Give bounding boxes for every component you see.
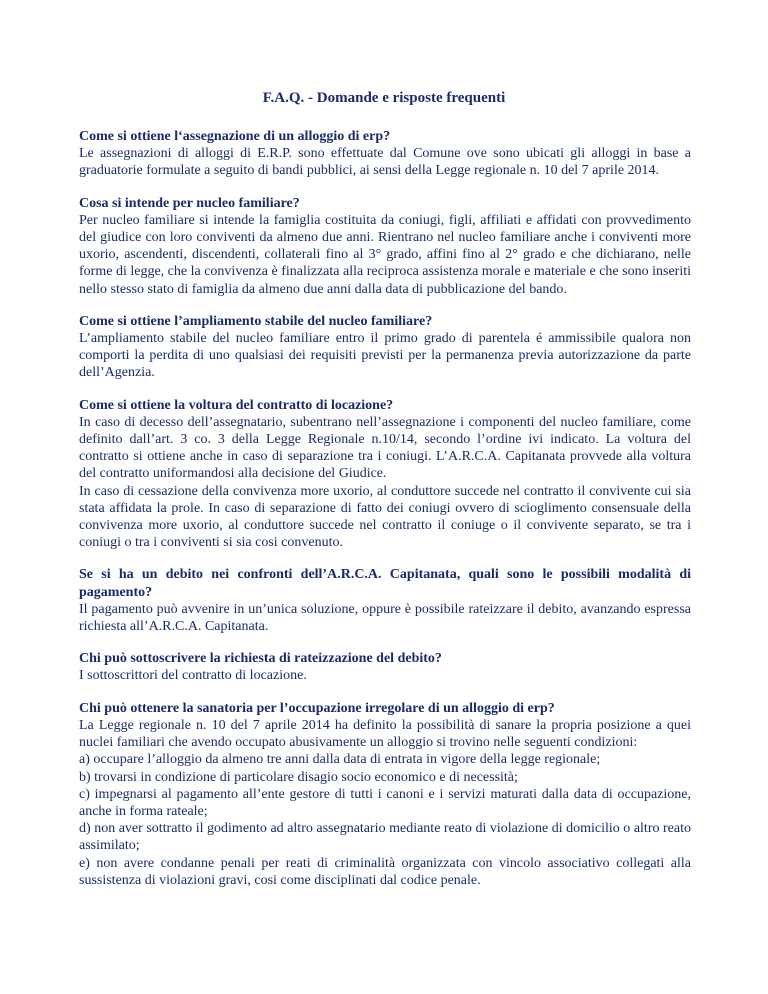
page-title: F.A.Q. - Domande e risposte frequenti [262, 90, 506, 106]
faq-item [79, 128, 691, 180]
faq-question: Come si ottiene l’ampliamento stabile del nucleo familiare? [79, 313, 433, 329]
faq-list-item: b) trovarsi in condizione di particolare disagio socio economico e di necessità; [79, 769, 518, 785]
faq-item [79, 397, 691, 552]
faq-answer: I sottoscrittori del contratto di locazione. [79, 668, 307, 684]
faq-question: Se si ha un debito nei confronti dell’A.R.C.A. Capitanata, quali sono le possibili modalità di pagamento? [79, 567, 691, 600]
faq-question: Come si ottiene l‘assegnazione di un alloggio di erp? [79, 129, 391, 144]
faq-item [79, 700, 691, 889]
faq-answer: L’ampliamento stabile del nucleo familiare entro il primo grado di parentela é ammissibile qualora non comporti la perdita di uno qualsiasi dei requisiti previsti per la permanenza previa autorizzazione da parte dell’Agenzia. [79, 331, 691, 381]
faq-answer: In caso di cessazione della convivenza more uxorio, al conduttore succede nel contratto il convivente cui sia stata affidata la prole. In caso di separazione di fatto dei coniugi ovvero di scioglimento consensuale della convivenza more uxorio, al conduttore succede nel contratto il coniuge o il convivente separato, se tra i coniugi o tra i conviventi si sia cosi convenuto. [79, 483, 691, 551]
faq-list-item: e) non avere condanne penali per reati di criminalità organizzata con vincolo associativo collegati alla sussistenza di violazioni gravi, cosi come disciplinati dal codice penale. [79, 855, 691, 888]
faq-list-item: d) non aver sottratto il godimento ad altro assegnatario mediante reato di violazione di domicilio o altro reato assimilato; [79, 821, 691, 854]
faq-answer: Le assegnazioni di alloggi di E.R.P. sono effettuate dal Comune ove sono ubicati gli alloggi in base a graduatorie formulate a seguito di bandi pubblici, ai sensi della Legge regionale n. 10 del 7 aprile 2014. [79, 146, 691, 179]
faq-list-item: a) occupare l’alloggio da almeno tre anni dalla data di entrata in vigore della legge regionale; [79, 752, 601, 768]
faq-item [79, 313, 691, 382]
faq-question: Come si ottiene la voltura del contratto di locazione? [79, 397, 394, 413]
faq-answer: In caso di decesso dell’assegnatario, subentrano nell’assegnazione i componenti del nucleo familiare, come definito dall’art. 3 co. 3 della Legge Regionale n.10/14, secondo l’ordine ivi indicato. La voltura del contratto si ottiene anche in caso di separazione tra i coniugi. L’A.R.C.A. Capitanata provvede alla voltura del contratto uniformandosi alla decisione del Giudice. [79, 414, 691, 482]
faq-item [79, 650, 691, 684]
faq-answer: La Legge regionale n. 10 del 7 aprile 2014 ha definito la possibilità di sanare la propria posizione a quei nuclei familiari che avendo occupato abusivamente un alloggio si trovino nelle seguenti condizioni: [79, 717, 691, 751]
faq-item [79, 195, 691, 298]
faq-list [79, 128, 691, 904]
faq-answer: Per nucleo familiare si intende la famiglia costituita da coniugi, figli, affiliati e affidati con provvedimento del giudice con loro conviventi da almeno due anni. Rientrano nel nucleo familiare anche i conviventi more uxorio, ascendenti, discendenti, collaterali fino al 3° grado, affini fino al 2° grado e che dichiarano, nelle forme di legge, che la convivenza è finalizzata alla reciproca assistenza morale e materiale e che sono inseriti nello stesso stato di famiglia da almeno due anni dalla data di pubblicazione del bando. [79, 212, 691, 297]
faq-question: Chi può sottoscrivere la richiesta di rateizzazione del debito? [79, 651, 442, 667]
faq-item [79, 566, 691, 635]
faq-list-item: c) impegnarsi al pagamento all’ente gestore di tutti i canoni e i servizi maturati dalla data di occupazione, anche in forma rateale; [79, 786, 691, 819]
faq-question: Cosa si intende per nucleo familiare? [79, 195, 300, 211]
faq-answer: Il pagamento può avvenire in un’unica soluzione, oppure è possibile rateizzare il debito, avanzando espressa richiesta all’A.R.C.A. Capitanata. [79, 601, 691, 635]
faq-question: Chi può ottenere la sanatoria per l’occupazione irregolare di un alloggio di erp? [79, 700, 555, 716]
